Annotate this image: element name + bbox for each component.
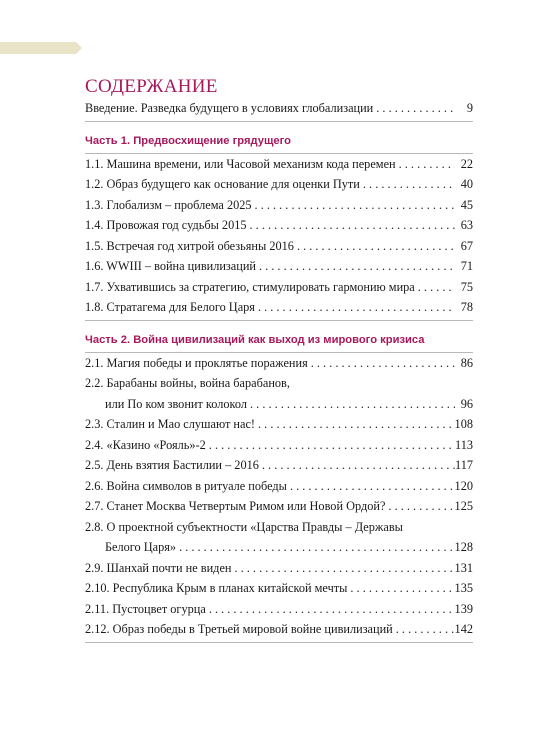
toc-entry-text: 2.5. День взятия Бастилии – 2016 <box>85 458 259 472</box>
toc-entry[interactable] <box>85 394 473 415</box>
toc-leader-dots <box>255 414 455 435</box>
toc-page-number: 71 <box>460 259 473 273</box>
toc-page-number: 40 <box>460 177 473 191</box>
toc-entry[interactable] <box>85 215 473 236</box>
toc-page-number: 131 <box>454 560 473 575</box>
toc-page-number: 142 <box>454 622 473 636</box>
toc-entry-text: 2.3. Сталин и Мао слушают нас! <box>85 417 256 431</box>
toc-entry-text: 1.8. Стратагема для Белого Царя <box>85 300 255 314</box>
toc-entry[interactable] <box>85 619 473 640</box>
toc-page-number: 86 <box>460 355 473 370</box>
part-1-heading: Часть 1. Предвосхищение грядущего <box>85 134 291 147</box>
toc-entry-text: 1.7. Ухватившись за стратегию, стимулировать гармонию мира <box>85 279 415 294</box>
toc-entry[interactable] <box>85 578 473 599</box>
toc-page-number: 120 <box>454 478 473 493</box>
toc-leader-dots <box>256 256 455 277</box>
toc-page-number: 128 <box>454 540 473 554</box>
toc-entry-text: 2.7. Станет Москва Четвертым Римом или Новой Ордой? <box>85 499 386 513</box>
toc-page-number: 96 <box>460 396 473 411</box>
toc-entry-text: 2.1. Магия победы и проклятье поражения <box>85 355 308 370</box>
toc-leader-dots <box>308 353 455 374</box>
toc-page-number: 22 <box>460 156 473 171</box>
toc-page-number: 78 <box>460 300 473 314</box>
toc-leader-dots <box>247 215 455 236</box>
toc-entry[interactable] <box>85 496 473 517</box>
toc-leader-dots <box>247 394 455 415</box>
toc-entry[interactable] <box>85 174 473 195</box>
toc-leader-dots <box>206 435 455 456</box>
toc-page-number: 67 <box>460 238 473 253</box>
toc-entry[interactable] <box>85 353 473 374</box>
toc-leader-dots <box>255 297 455 318</box>
toc-entry-text: 2.9. Шанхай почти не виден <box>85 560 232 575</box>
toc-leader-dots <box>231 558 454 579</box>
part-2-heading: Часть 2. Война цивилизаций как выход из мирового кризиса <box>85 333 425 346</box>
toc-entry[interactable] <box>85 537 473 558</box>
toc-entry[interactable] <box>85 154 473 175</box>
toc-page-number: 75 <box>460 279 473 294</box>
toc-entry-text: 2.6. Война символов в ритуале победы <box>85 478 287 493</box>
toc-page-number: 9 <box>466 101 473 115</box>
toc-entry-text: 1.4. Провожая год судьбы 2015 <box>85 218 247 232</box>
toc-entry-text: 1.5. Встречая год хитрой обезьяны 2016 <box>85 238 294 253</box>
toc-entry-text: 1.1. Машина времени, или Часовой механизм кода перемен <box>85 156 396 171</box>
toc-leader-dots <box>176 537 454 558</box>
toc-page-number: 139 <box>454 601 473 616</box>
toc-entry[interactable] <box>85 558 473 579</box>
toc-entry[interactable] <box>85 297 473 318</box>
toc-entry[interactable] <box>85 435 473 456</box>
toc-leader-dots <box>415 277 455 298</box>
toc-entry[interactable] <box>85 476 473 497</box>
toc-entry-text: 2.4. «Казино «Рояль»-2 <box>85 437 206 452</box>
decorative-ribbon <box>0 42 76 54</box>
toc-entry-first-line: 2.8. О проектной субъектности «Царства Правды – Державы <box>85 519 403 534</box>
toc-entry-text: 1.3. Глобализм – проблема 2025 <box>85 197 252 212</box>
table-of-contents <box>85 76 473 643</box>
toc-page-number: 108 <box>454 417 473 431</box>
toc-entry[interactable] <box>85 277 473 298</box>
toc-entry-text: или По ком звонит колокол <box>105 396 248 411</box>
toc-leader-dots <box>287 476 455 497</box>
toc-entry-text: 2.11. Пустоцвет огурца <box>85 601 206 616</box>
toc-leader-dots <box>259 455 455 476</box>
toc-leader-dots <box>252 195 455 216</box>
toc-leader-dots <box>373 98 455 119</box>
toc-leader-dots <box>396 154 455 175</box>
toc-entry-text: Белого Царя» <box>105 540 177 554</box>
toc-entry-text: Введение. Разведка будущего в условиях глобализации <box>85 101 374 115</box>
toc-leader-dots <box>393 619 455 640</box>
toc-entry-text: 2.12. Образ победы в Третьей мировой войне цивилизаций <box>85 622 393 636</box>
toc-entry-text: 2.10. Республика Крым в планах китайской мечты <box>85 581 348 595</box>
toc-entry[interactable] <box>85 195 473 216</box>
toc-leader-dots <box>294 236 455 257</box>
toc-leader-dots <box>385 496 454 517</box>
toc-page-number: 113 <box>455 437 473 452</box>
toc-entry[interactable] <box>85 599 473 620</box>
toc-page-number: 125 <box>454 499 473 513</box>
toc-page-number: 117 <box>455 458 473 472</box>
toc-entry[interactable] <box>85 414 473 435</box>
toc-entry[interactable] <box>85 256 473 277</box>
toc-entry[interactable] <box>85 455 473 476</box>
toc-page-number: 45 <box>460 197 473 212</box>
toc-leader-dots <box>347 578 454 599</box>
toc-page-number: 135 <box>454 581 473 595</box>
toc-entry-text: 1.2. Образ будущего как основание для оценки Пути <box>85 177 360 191</box>
toc-page-number: 63 <box>460 218 473 232</box>
toc-entry-first-line: 2.2. Барабаны войны, война барабанов, <box>85 376 290 390</box>
toc-entry-text: 1.6. WWIII – война цивилизаций <box>85 259 256 273</box>
toc-leader-dots <box>206 599 455 620</box>
toc-entry[interactable] <box>85 236 473 257</box>
divider <box>85 642 473 643</box>
toc-entry-intro[interactable] <box>85 98 473 119</box>
page-title: СОДЕРЖАНИЕ <box>85 76 218 97</box>
toc-leader-dots <box>360 174 455 195</box>
